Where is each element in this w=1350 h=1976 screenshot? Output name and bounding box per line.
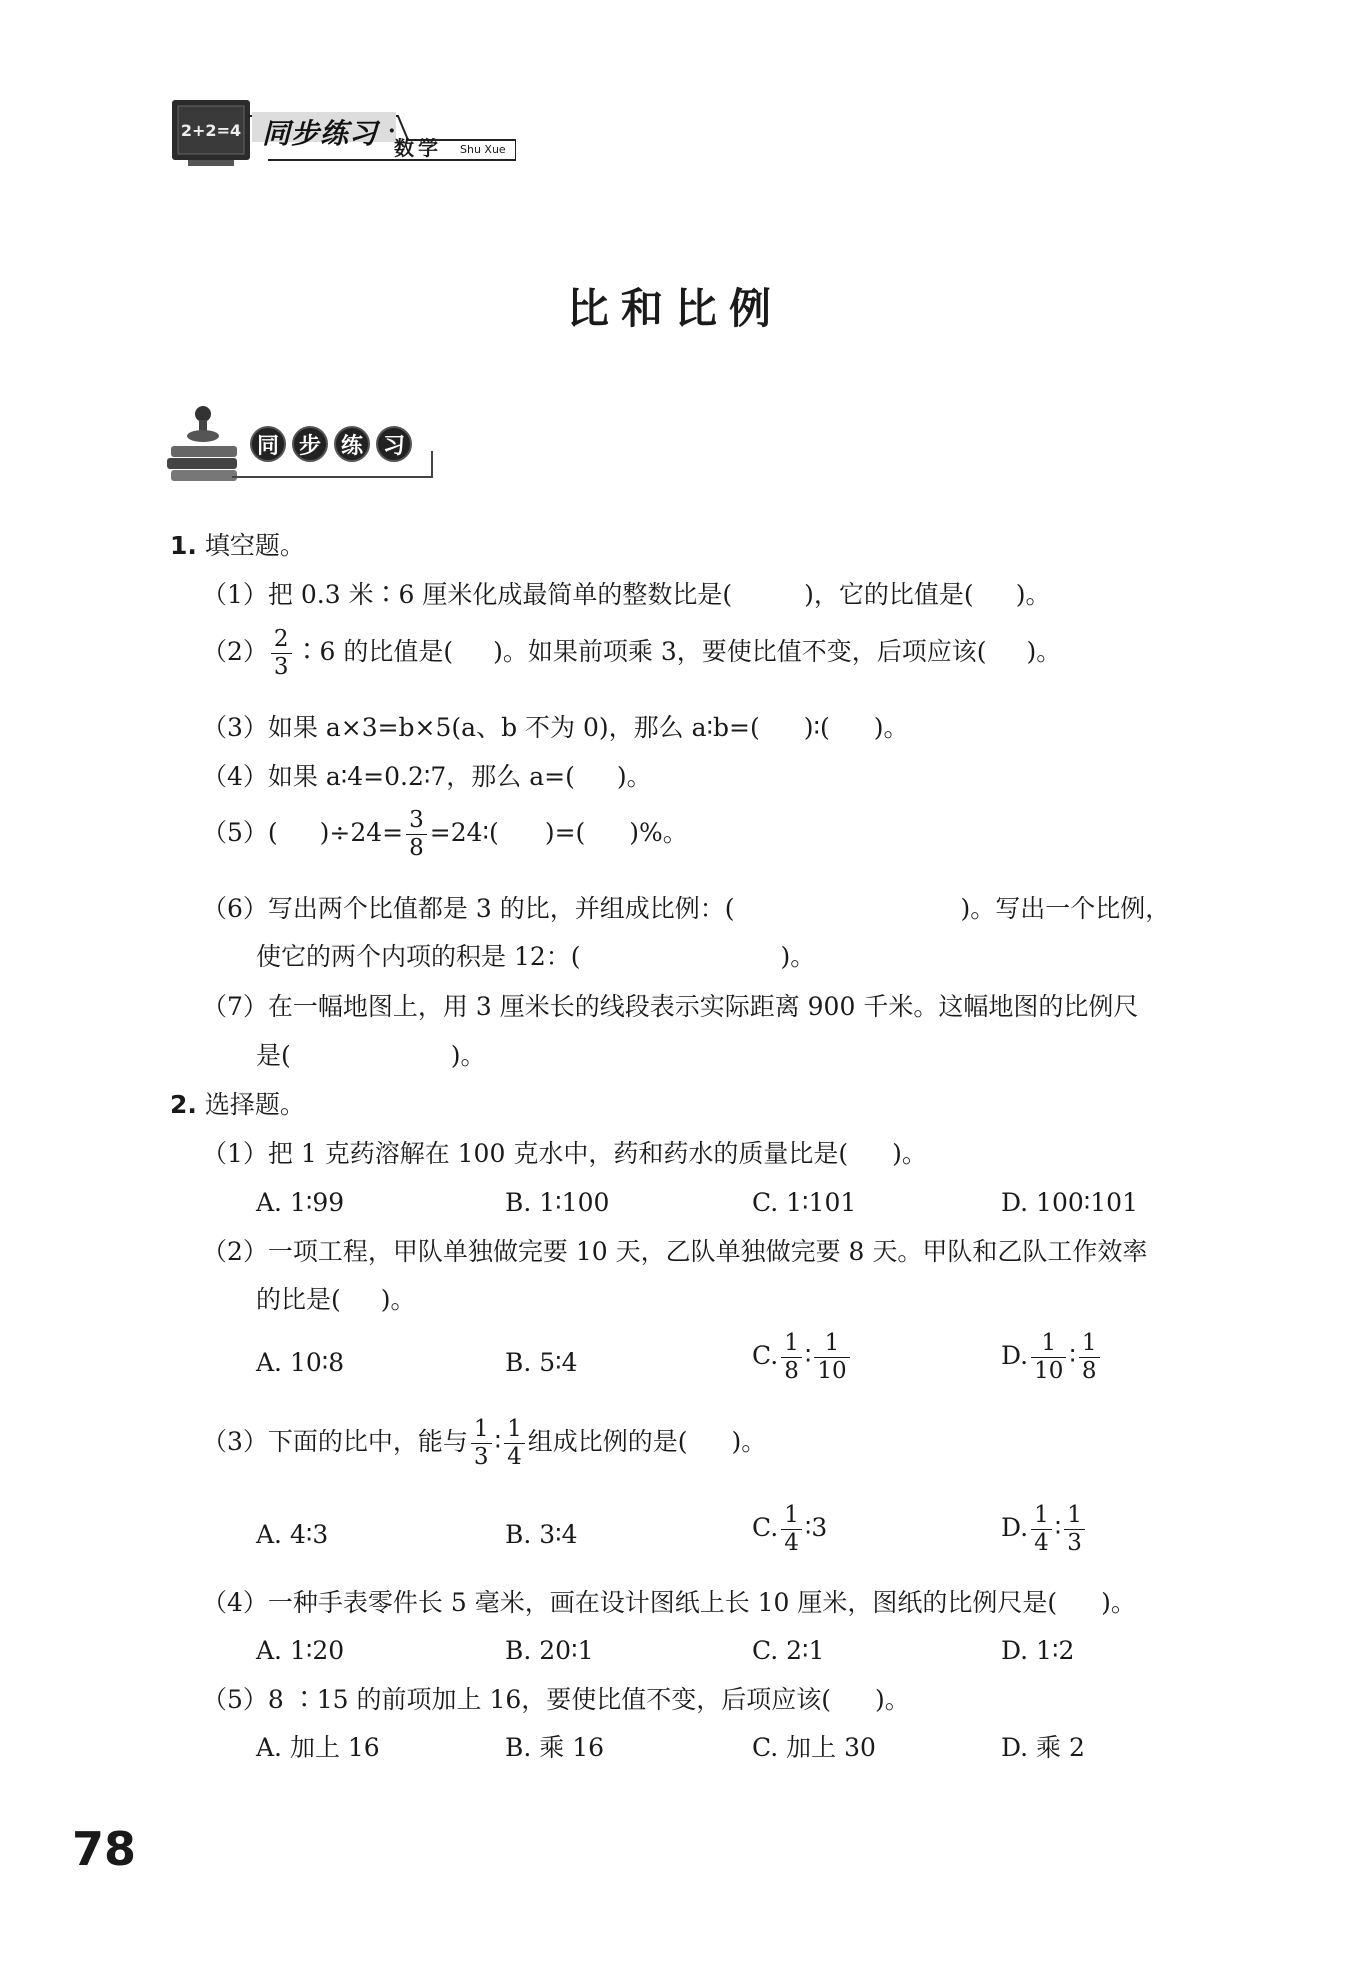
item-text: )。如果前项乘 3，要使比值不变，后项应该( — [493, 637, 987, 666]
header-pinyin: Shu Xue — [460, 143, 506, 156]
item-text: )。 — [616, 762, 652, 791]
fraction: $\frac{1}{10}$ — [1031, 1332, 1066, 1383]
fill-item-1 — [202, 578, 1050, 612]
item-text: （5）8 ∶15 的前项加上 16，要使比值不变，后项应该( — [202, 1685, 832, 1714]
item-text: （6）写出两个比值都是 3 的比，并组成比例：( — [202, 894, 735, 923]
option-a[interactable]: A. 4∶3 — [256, 1520, 329, 1549]
fill-item-7-line-1 — [202, 990, 1138, 1024]
choice-item-5-stem — [202, 1683, 910, 1717]
item-text: )。 — [1026, 637, 1062, 666]
section-badge: 同 — [250, 426, 286, 462]
fraction: $\frac{1}{4}$ — [781, 1504, 802, 1555]
option-d[interactable]: D. $\frac{1}{10}$ ∶ $\frac{1}{8}$ — [1001, 1332, 1103, 1383]
item-text: 是( — [256, 1041, 291, 1070]
page-title: 比和比例 — [566, 284, 783, 333]
page-number: 78 — [72, 1822, 137, 1876]
item-text: )。 — [1015, 580, 1051, 609]
item-text: )。 — [731, 1427, 767, 1456]
item-text: （1）把 1 克药溶解在 100 克水中，药和药水的质量比是( — [202, 1139, 849, 1168]
option-b[interactable]: B. 20∶1 — [505, 1636, 594, 1665]
option-a[interactable]: A. 1∶99 — [256, 1188, 345, 1217]
item-text: （5）( — [202, 818, 278, 847]
fill-item-6-line-2 — [256, 940, 815, 974]
item-text: )。 — [450, 1041, 486, 1070]
item-text: )。 — [380, 1285, 416, 1314]
item-text: 使它的两个内项的积是 12：( — [256, 942, 581, 971]
option-b[interactable]: B. 乘 16 — [505, 1733, 605, 1762]
option-c[interactable]: C. 2∶1 — [752, 1636, 825, 1665]
choice-item-3-stem: （3）下面的比中，能与 $\frac{1}{3}$ ∶ $\frac{1}{4}$ 组成比例的是( )。 — [202, 1416, 767, 1470]
option-c[interactable]: C. 1∶101 — [752, 1188, 857, 1217]
option-c[interactable]: C. $\frac{1}{8}$ ∶ $\frac{1}{10}$ — [752, 1332, 853, 1383]
question-number: 2. — [170, 1090, 197, 1119]
choice-item-2-stem-line-2 — [256, 1283, 416, 1317]
item-text: ∶6 的比值是( — [294, 637, 454, 666]
option-d[interactable]: D. $\frac{1}{4}$ ∶ $\frac{1}{3}$ — [1001, 1504, 1088, 1555]
fraction: $\frac{1}{10}$ — [814, 1332, 849, 1383]
item-text: 组成比例的是( — [527, 1427, 688, 1456]
question-heading — [170, 1088, 305, 1122]
choice-item-4-stem — [202, 1586, 1136, 1620]
fraction: $\frac{2}{3}$ — [271, 628, 292, 679]
option-a[interactable]: A. 加上 16 — [256, 1733, 380, 1762]
choice-item-2-stem-line-1 — [202, 1235, 1147, 1269]
question-heading-text: 选择题。 — [204, 1090, 305, 1119]
item-text: )∶( — [803, 713, 830, 742]
item-text: )。 — [892, 1139, 927, 1168]
fill-item-7-line-2 — [256, 1039, 486, 1073]
header-dot: · — [388, 118, 396, 144]
fraction: $\frac{1}{8}$ — [1079, 1332, 1100, 1383]
fraction: $\frac{1}{4}$ — [504, 1418, 525, 1469]
logo-text: 2+2=4 — [180, 121, 242, 140]
fraction: $\frac{1}{3}$ — [1064, 1504, 1085, 1555]
option-d[interactable]: D. 100∶101 — [1001, 1188, 1138, 1217]
option-b[interactable]: B. 1∶100 — [505, 1188, 610, 1217]
choice-item-1-stem — [202, 1137, 927, 1171]
item-text: （7）在一幅地图上，用 3 厘米长的线段表示实际距离 900 千米。这幅地图的比例尺 — [202, 992, 1139, 1021]
header-subject: 数学 — [394, 136, 442, 160]
item-text: （4）一种手表零件长 5 毫米，画在设计图纸上长 10 厘米，图纸的比例尺是( — [202, 1588, 1058, 1617]
option-b[interactable]: B. 3∶4 — [505, 1520, 578, 1549]
item-text: )。 — [780, 942, 816, 971]
question-number: 1. — [170, 531, 197, 560]
option-c[interactable]: C. 加上 30 — [752, 1733, 876, 1762]
item-text: )÷24= — [319, 818, 404, 847]
question-heading-text: 填空题。 — [204, 531, 305, 560]
section-heading — [250, 426, 412, 462]
fraction: $\frac{1}{3}$ — [471, 1418, 492, 1469]
fill-item-2 — [202, 628, 1061, 679]
item-text: )。 — [873, 713, 909, 742]
item-text: =24∶( — [429, 818, 499, 847]
fill-item-3 — [202, 711, 908, 745]
fraction: $\frac{1}{8}$ — [781, 1332, 802, 1383]
item-text: )。 — [875, 1685, 910, 1714]
question-heading — [170, 529, 305, 563]
header-title: 同步练习 — [262, 117, 379, 150]
item-text: )。写出一个比例， — [960, 894, 1171, 923]
section-badge: 习 — [376, 426, 412, 462]
fill-item-6-line-1 — [202, 892, 1170, 926]
item-text: （4）如果 a∶4=0.2∶7，那么 a=( — [202, 762, 575, 791]
item-text: )=( — [544, 818, 586, 847]
option-a[interactable]: A. 1∶20 — [256, 1636, 345, 1665]
option-d[interactable]: D. 乘 2 — [1001, 1733, 1085, 1762]
section-badge: 步 — [292, 426, 328, 462]
item-text: （2） — [202, 637, 268, 666]
fraction: $\frac{3}{8}$ — [406, 809, 427, 860]
fraction: $\frac{1}{4}$ — [1031, 1504, 1052, 1555]
item-text: )。 — [1101, 1588, 1136, 1617]
fill-item-4 — [202, 760, 652, 794]
option-a[interactable]: A. 10∶8 — [256, 1348, 345, 1377]
item-text: )，它的比值是( — [804, 580, 974, 609]
item-text: )%。 — [629, 818, 688, 847]
item-text: （3）如果 a×3=b×5(a、b 不为 0)，那么 a∶b=( — [202, 713, 760, 742]
item-text: 的比是( — [256, 1285, 341, 1314]
option-d[interactable]: D. 1∶2 — [1001, 1636, 1075, 1665]
section-badge: 练 — [334, 426, 370, 462]
fill-item-5 — [202, 809, 688, 860]
item-text: （2）一项工程，甲队单独做完要 10 天，乙队单独做完要 8 天。甲队和乙队工作效率 — [202, 1237, 1148, 1266]
option-c[interactable]: C. $\frac{1}{4}$ ∶3 — [752, 1502, 828, 1556]
item-text: （1）把 0.3 米∶6 厘米化成最简单的整数比是( — [202, 580, 733, 609]
option-b[interactable]: B. 5∶4 — [505, 1348, 578, 1377]
item-text: （3）下面的比中，能与 — [202, 1427, 468, 1456]
